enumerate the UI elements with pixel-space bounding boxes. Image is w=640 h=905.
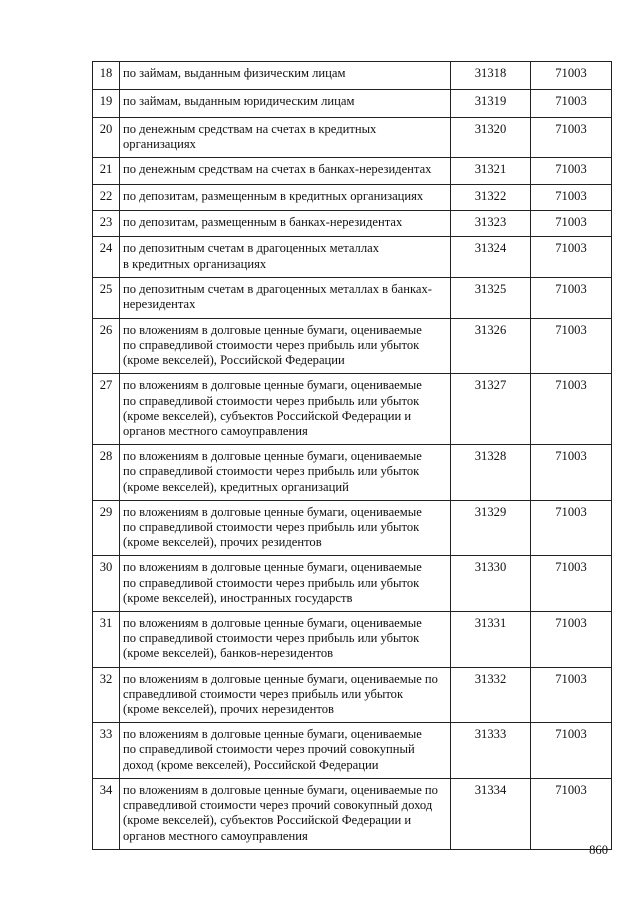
row-account-code: 31318 [451, 62, 531, 90]
table-row [93, 118, 612, 158]
row-account-code: 31333 [451, 723, 531, 779]
row-symbol-code: 71003 [531, 158, 612, 185]
page-number: 860 [589, 843, 608, 857]
row-account-code: 31321 [451, 158, 531, 185]
row-symbol-code: 71003 [531, 612, 612, 668]
row-symbol-code: 71003 [531, 90, 612, 118]
table-row [93, 211, 612, 237]
row-account-code: 31323 [451, 211, 531, 237]
row-number: 22 [93, 185, 120, 211]
accounts-table-body [93, 62, 612, 850]
row-symbol-code: 71003 [531, 500, 612, 556]
row-number: 32 [93, 667, 120, 723]
row-description: по вложениям в долговые ценные бумаги, оцениваемые по справедливой стоимости через прибыль или убыток (кроме векселей), кредитных организаций [120, 445, 451, 501]
row-description: по денежным средствам на счетах в кредитных организациях [120, 118, 451, 158]
table-row [93, 445, 612, 501]
table-row [93, 62, 612, 90]
row-account-code: 31324 [451, 237, 531, 277]
row-symbol-code: 71003 [531, 237, 612, 277]
row-description: по займам, выданным физическим лицам [120, 62, 451, 90]
table-row [93, 318, 612, 374]
row-number: 27 [93, 374, 120, 445]
row-symbol-code: 71003 [531, 185, 612, 211]
row-number: 34 [93, 778, 120, 849]
table-row [93, 277, 612, 318]
row-description: по вложениям в долговые ценные бумаги, оцениваемые по справедливой стоимости через прочий совокупный доход (кроме векселей), субъектов Российской Федерации и органов местного самоуправления [120, 778, 451, 849]
row-number: 28 [93, 445, 120, 501]
table-row [93, 723, 612, 779]
row-symbol-code: 71003 [531, 277, 612, 318]
row-account-code: 31322 [451, 185, 531, 211]
row-number: 19 [93, 90, 120, 118]
row-description: по вложениям в долговые ценные бумаги, оцениваемые по справедливой стоимости через прибыль или убыток (кроме векселей), Российской Федерации [120, 318, 451, 374]
row-account-code: 31320 [451, 118, 531, 158]
row-description: по денежным средствам на счетах в банках-нерезидентах [120, 158, 451, 185]
row-description: по вложениям в долговые ценные бумаги, оцениваемые по справедливой стоимости через прибыль или убыток (кроме векселей), иностранных государств [120, 556, 451, 612]
table-row [93, 90, 612, 118]
row-account-code: 31329 [451, 500, 531, 556]
row-description: по депозитам, размещенным в кредитных организациях [120, 185, 451, 211]
row-number: 31 [93, 612, 120, 668]
row-symbol-code: 71003 [531, 778, 612, 849]
table-row [93, 612, 612, 668]
row-symbol-code: 71003 [531, 318, 612, 374]
row-symbol-code: 71003 [531, 374, 612, 445]
row-account-code: 31327 [451, 374, 531, 445]
row-account-code: 31330 [451, 556, 531, 612]
table-row [93, 778, 612, 849]
row-description: по депозитным счетам в драгоценных металлах в кредитных организациях [120, 237, 451, 277]
row-symbol-code: 71003 [531, 62, 612, 90]
row-symbol-code: 71003 [531, 556, 612, 612]
row-number: 30 [93, 556, 120, 612]
row-description: по вложениям в долговые ценные бумаги, оцениваемые по справедливой стоимости через прибыль или убыток (кроме векселей), субъектов Российской Федерации и органов местного самоуправления [120, 374, 451, 445]
row-description: по займам, выданным юридическим лицам [120, 90, 451, 118]
row-symbol-code: 71003 [531, 667, 612, 723]
row-number: 20 [93, 118, 120, 158]
row-account-code: 31332 [451, 667, 531, 723]
row-symbol-code: 71003 [531, 118, 612, 158]
row-description: по вложениям в долговые ценные бумаги, оцениваемые по справедливой стоимости через прибыль или убыток (кроме векселей), банков-нерезидентов [120, 612, 451, 668]
row-number: 26 [93, 318, 120, 374]
row-number: 24 [93, 237, 120, 277]
row-account-code: 31319 [451, 90, 531, 118]
table-row [93, 667, 612, 723]
row-description: по депозитам, размещенным в банках-нерезидентах [120, 211, 451, 237]
row-number: 18 [93, 62, 120, 90]
table-row [93, 158, 612, 185]
table-row [93, 374, 612, 445]
row-symbol-code: 71003 [531, 211, 612, 237]
table-row [93, 500, 612, 556]
row-number: 21 [93, 158, 120, 185]
row-account-code: 31334 [451, 778, 531, 849]
row-account-code: 31325 [451, 277, 531, 318]
accounts-table [92, 61, 612, 850]
row-symbol-code: 71003 [531, 445, 612, 501]
row-number: 29 [93, 500, 120, 556]
table-row [93, 556, 612, 612]
row-symbol-code: 71003 [531, 723, 612, 779]
row-description: по вложениям в долговые ценные бумаги, оцениваемые по справедливой стоимости через прибыль или убыток (кроме векселей), прочих резидентов [120, 500, 451, 556]
row-description: по вложениям в долговые ценные бумаги, оцениваемые по справедливой стоимости через прочий совокупный доход (кроме векселей), Российской Федерации [120, 723, 451, 779]
table-row [93, 237, 612, 277]
row-number: 33 [93, 723, 120, 779]
row-number: 23 [93, 211, 120, 237]
row-account-code: 31328 [451, 445, 531, 501]
row-description: по депозитным счетам в драгоценных металлах в банках- нерезидентах [120, 277, 451, 318]
row-account-code: 31331 [451, 612, 531, 668]
row-number: 25 [93, 277, 120, 318]
row-description: по вложениям в долговые ценные бумаги, оцениваемые по справедливой стоимости через прибыль или убыток (кроме векселей), прочих нерезидентов [120, 667, 451, 723]
row-account-code: 31326 [451, 318, 531, 374]
table-row [93, 185, 612, 211]
